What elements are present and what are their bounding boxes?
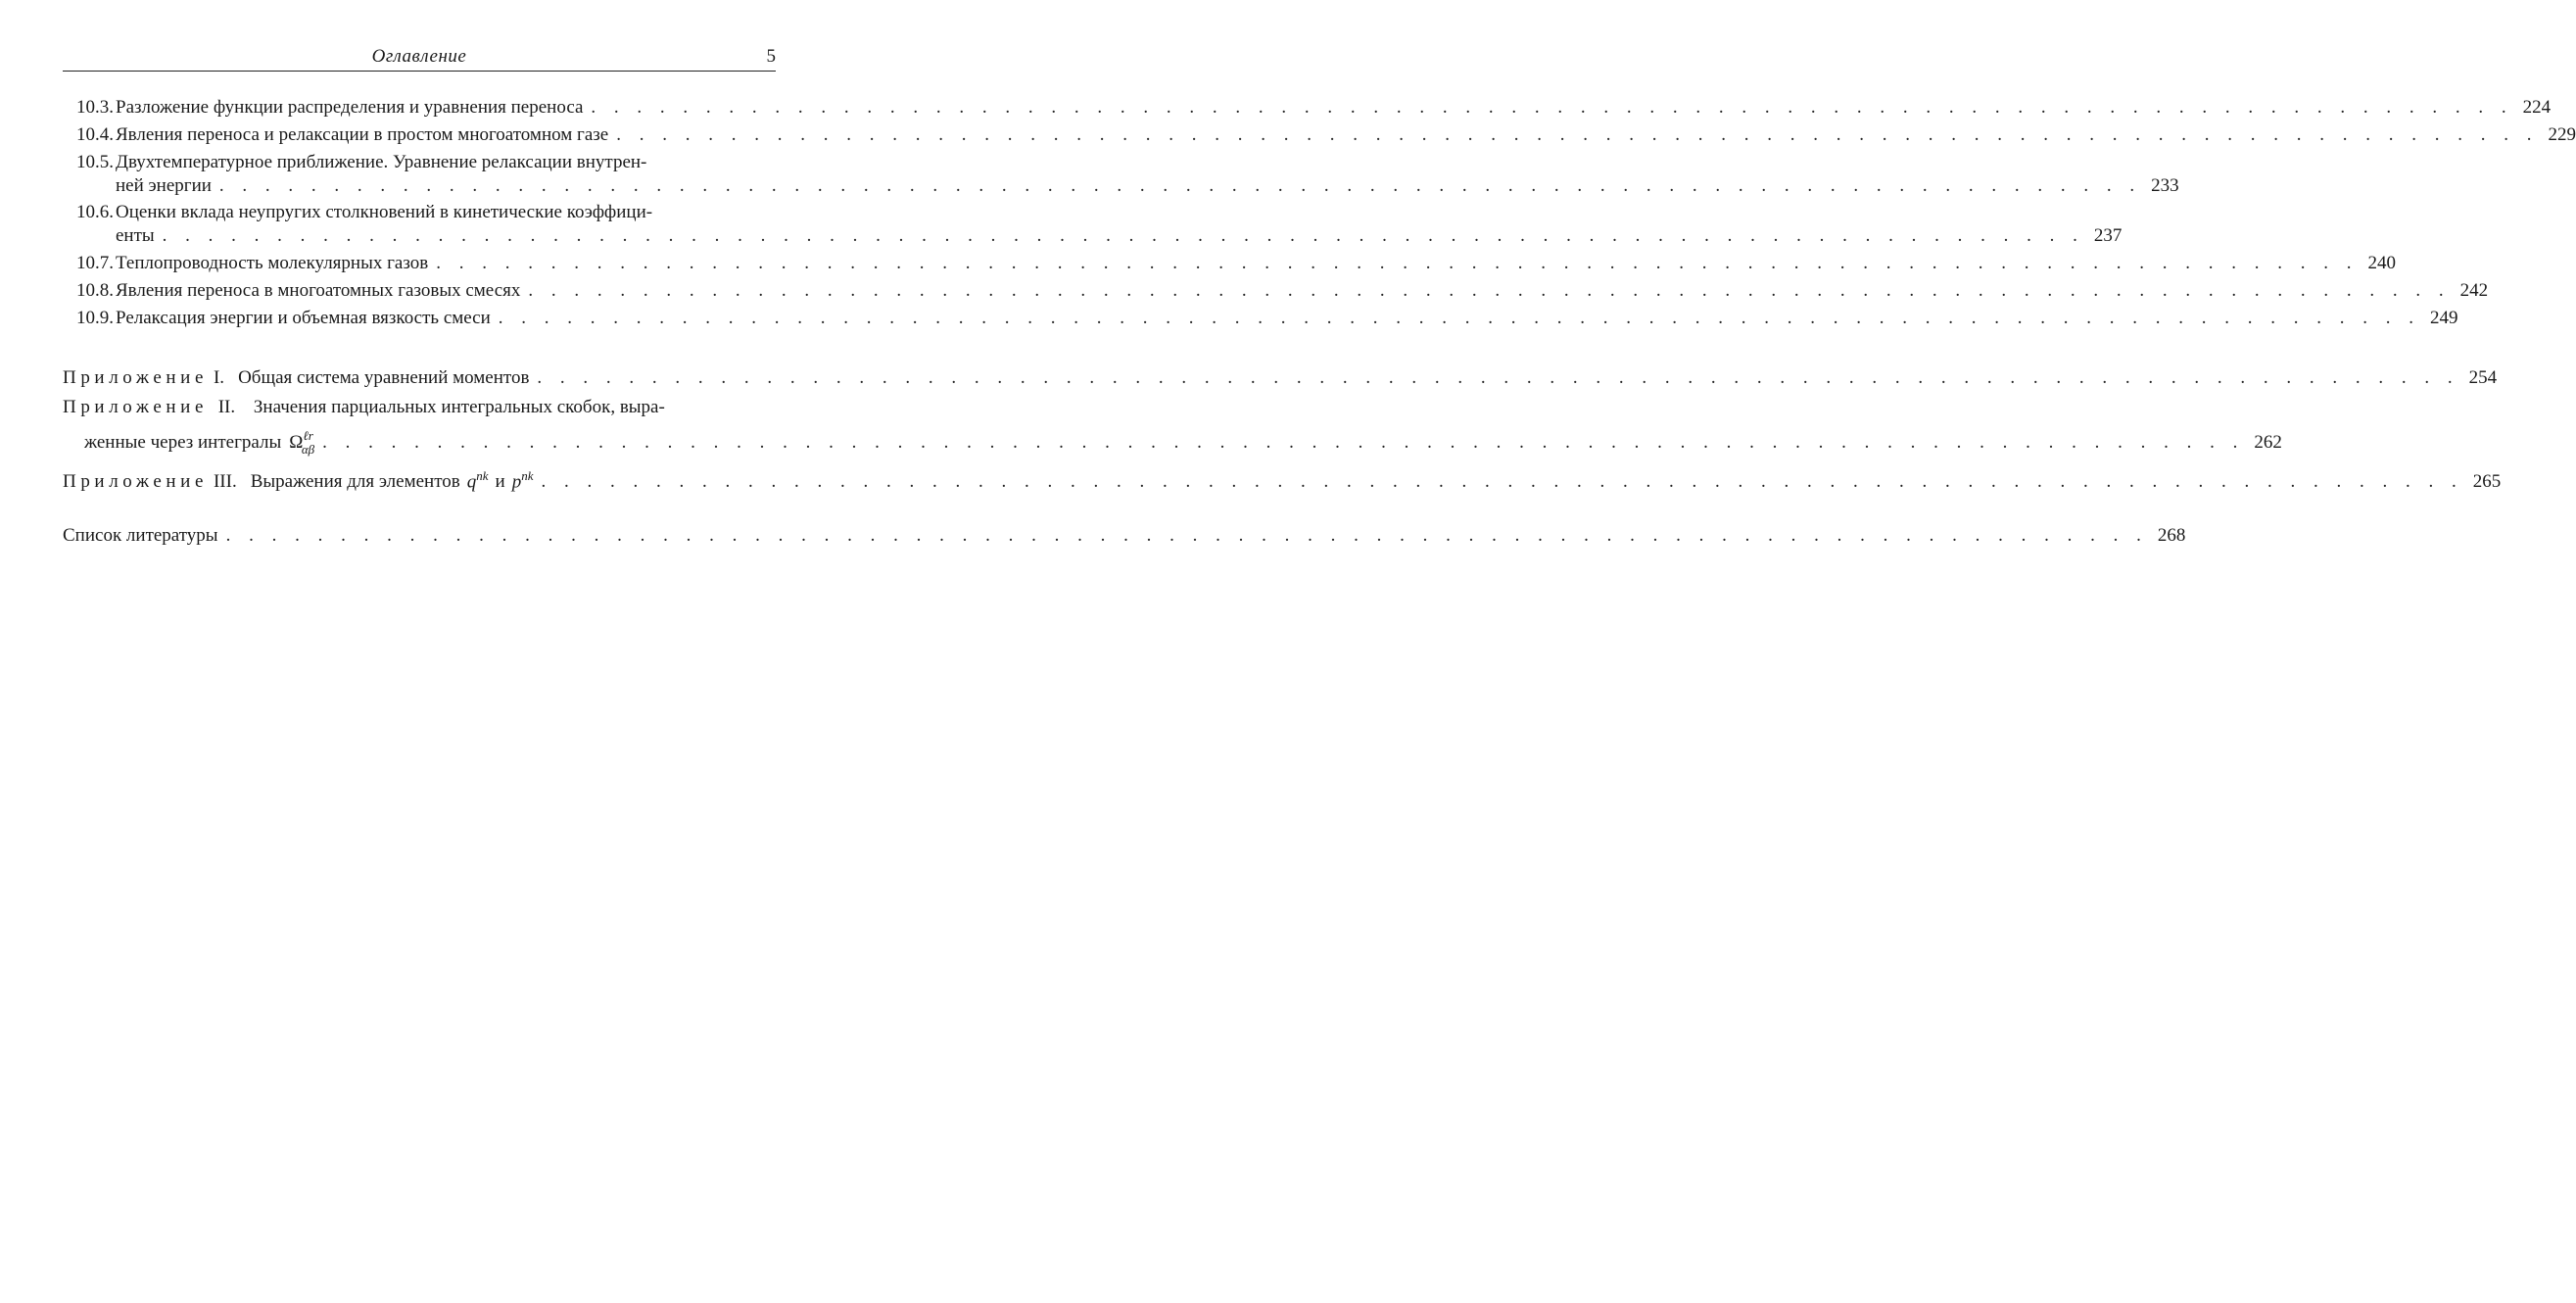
toc-entry-page: 240 <box>2367 253 2396 273</box>
appendix-title: Значения парциальных интегральных скобок, выра- <box>253 397 665 417</box>
appendix-title-continued: женные через интегралы <box>84 432 282 453</box>
toc-appendix-3[interactable] <box>63 464 2502 493</box>
toc-appendix-1[interactable] <box>63 366 2498 390</box>
appendix-page: 265 <box>2472 471 2502 493</box>
toc-entry-10-7[interactable] <box>63 252 2396 275</box>
appendix-numeral: III. <box>213 471 237 493</box>
toc-entry-title: Двухтемпературное приближение. Уравнение релаксации внутрен- <box>116 152 647 172</box>
appendix-label: Приложение <box>63 397 208 417</box>
toc-entry-10-8[interactable] <box>63 279 2489 303</box>
toc-entry-10-4[interactable] <box>63 123 2576 147</box>
toc-bibliography[interactable] <box>63 524 2186 548</box>
dot-leader: . . . . . . . . . . . . . . . . . . . . . . . . . . . . . . . . . . . . . . . . . . . . . . . . . . . . . . . . . . . . . . . . . . . . . . . . . . . . . . . . . . . . <box>541 471 2463 493</box>
toc-entry-page: 233 <box>2151 175 2179 196</box>
conjunction: и <box>495 471 505 493</box>
bibliography-page: 268 <box>2157 525 2186 546</box>
appendix-label: Приложение <box>63 367 208 388</box>
toc-entry-title: Релаксация энергии и объемная вязкость смеси <box>116 308 491 328</box>
toc-appendix-2[interactable] <box>63 396 2282 457</box>
toc-entry-number: 10.4. <box>76 124 114 145</box>
toc-entry-number: 10.3. <box>76 97 114 118</box>
appendix-numeral: I. <box>213 367 225 388</box>
bibliography-title: Список литературы <box>63 525 218 546</box>
running-header <box>63 43 776 72</box>
toc-entry-10-6[interactable] <box>63 201 2123 252</box>
dot-leader: . . . . . . . . . . . . . . . . . . . . . . . . . . . . . . . . . . . . . . . . . . . . . . . . . . . . . . . . . . . . . . . . . . . . . . . . . . . . . . . . . . . . <box>616 124 2539 145</box>
dot-leader: . . . . . . . . . . . . . . . . . . . . . . . . . . . . . . . . . . . . . . . . . . . . . . . . . . . . . . . . . . . . . . . . . . . . . . . . . . . . . . . . . . . . <box>498 308 2421 328</box>
appendix-title: Общая система уравнений моментов <box>238 367 530 388</box>
appendix-page: 254 <box>2468 367 2498 388</box>
dot-leader: . . . . . . . . . . . . . . . . . . . . . . . . . . . . . . . . . . . . . . . . . . . . . . . . . . . . . . . . . . . . . . . . . . . . . . . . . . . . . . . . . . . . <box>162 225 2084 246</box>
toc-entry-10-5[interactable] <box>63 151 2179 202</box>
toc-entry-number: 10.8. <box>76 280 114 301</box>
dot-leader: . . . . . . . . . . . . . . . . . . . . . . . . . . . . . . . . . . . . . . . . . . . . . . . . . . . . . . . . . . . . . . . . . . . . . . . . . . . . . . . . . . . . <box>225 525 2148 546</box>
dot-leader: . . . . . . . . . . . . . . . . . . . . . . . . . . . . . . . . . . . . . . . . . . . . . . . . . . . . . . . . . . . . . . . . . . . . . . . . . . . . . . . . . . . . <box>537 367 2459 388</box>
p-symbol: $p^{nk}$ <box>511 468 534 493</box>
dot-leader: . . . . . . . . . . . . . . . . . . . . . . . . . . . . . . . . . . . . . . . . . . . . . . . . . . . . . . . . . . . . . . . . . . . . . . . . . . . . . . . . . . . . <box>436 253 2359 273</box>
dot-leader: . . . . . . . . . . . . . . . . . . . . . . . . . . . . . . . . . . . . . . . . . . . . . . . . . . . . . . . . . . . . . . . . . . . . . . . . . . . . . . . . . . . . <box>322 432 2245 453</box>
appendix-page: 262 <box>2254 432 2282 453</box>
toc-entry-page: 242 <box>2459 280 2489 301</box>
toc-entry-title: Явления переноса в многоатомных газовых смесях <box>116 280 521 301</box>
toc-entry-number: 10.5. <box>76 152 114 172</box>
dot-leader: . . . . . . . . . . . . . . . . . . . . . . . . . . . . . . . . . . . . . . . . . . . . . . . . . . . . . . . . . . . . . . . . . . . . . . . . . . . . . . . . . . . . <box>218 175 2142 196</box>
toc-entry-page: 229 <box>2548 124 2576 145</box>
page-number: 5 <box>766 46 776 67</box>
toc-entry-page: 249 <box>2430 308 2458 328</box>
toc-entry-title: Явления переноса и релаксации в простом многоатомном газе <box>116 124 609 145</box>
toc-entry-title-continued: ней энергии <box>116 175 212 196</box>
header-title: Оглавление <box>371 46 467 67</box>
q-symbol: $q^{nk}$ <box>466 468 489 493</box>
toc-entry-page: 237 <box>2093 225 2123 246</box>
toc-entry-title: Теплопроводность молекулярных газов <box>116 253 429 273</box>
appendix-label: Приложение <box>63 471 208 493</box>
toc-entry-title: Разложение функции распределения и уравнения переноса <box>116 97 584 118</box>
dot-leader: . . . . . . . . . . . . . . . . . . . . . . . . . . . . . . . . . . . . . . . . . . . . . . . . . . . . . . . . . . . . . . . . . . . . . . . . . . . . . . . . . . . . <box>528 280 2451 301</box>
appendix-title: Выражения для элементов <box>250 471 460 493</box>
toc-entry-10-3[interactable] <box>63 96 2552 120</box>
toc-entry-10-9[interactable] <box>63 307 2458 330</box>
toc-entry-title-continued: енты <box>116 225 155 246</box>
toc-entry-number: 10.6. <box>76 202 114 222</box>
toc-entry-number: 10.7. <box>76 253 114 273</box>
toc-entry-title: Оценки вклада неупругих столкновений в кинетические коэффици- <box>116 202 653 222</box>
appendix-numeral: II. <box>217 397 236 417</box>
omega-symbol: $\Omega^{\ell r}_{\alpha\beta}$ <box>289 428 315 457</box>
toc-entry-page: 224 <box>2522 97 2552 118</box>
toc-entry-number: 10.9. <box>76 308 114 328</box>
dot-leader: . . . . . . . . . . . . . . . . . . . . . . . . . . . . . . . . . . . . . . . . . . . . . . . . . . . . . . . . . . . . . . . . . . . . . . . . . . . . . . . . . . . . <box>591 97 2513 118</box>
